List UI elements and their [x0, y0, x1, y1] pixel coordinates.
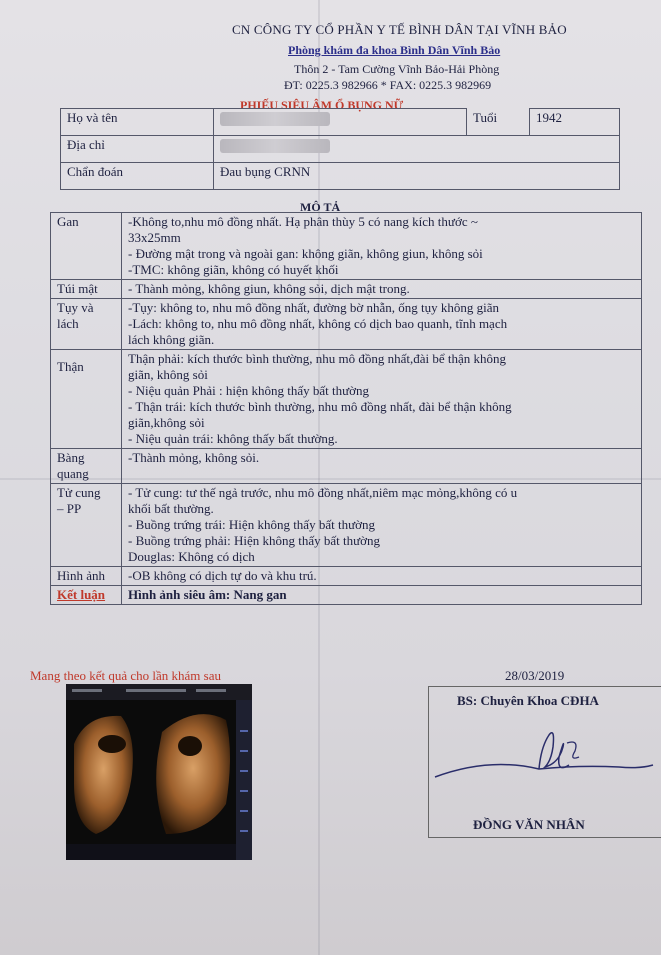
tuy-lach-line: lách không giãn. [128, 332, 215, 347]
tu-cung-line: Douglas: Không có dịch [128, 549, 255, 564]
row-ket-luan [51, 586, 642, 605]
label-tui-mat: Túi mật [51, 280, 122, 299]
diagnosis-label: Chẩn đoán [61, 163, 214, 190]
row-than [51, 350, 642, 449]
label-bang-quang [51, 449, 122, 484]
label-tu-cung [51, 484, 122, 567]
label-tuy: Tụy và [57, 300, 94, 315]
doctor-title: BS: Chuyên Khoa CĐHA [457, 693, 599, 708]
row-gan [51, 213, 642, 280]
tui-mat-line: - Thành mỏng, không giun, không sỏi, dịch mật trong. [128, 281, 410, 296]
value-gan [122, 213, 642, 280]
exam-date: 28/03/2019 [505, 668, 565, 683]
label-gan: Gan [51, 213, 122, 280]
signature-graphic [429, 717, 659, 787]
label-quang: quang [57, 466, 89, 481]
row-hinh-anh [51, 567, 642, 586]
tu-cung-line: - Buồng trứng phải: Hiện không thấy bất thường [128, 533, 381, 548]
than-line: - Niệu quản trái: không thấy bất thường. [128, 431, 338, 446]
value-tui-mat [122, 280, 642, 299]
label-than-text: Thận [57, 359, 84, 374]
tu-cung-line: khối bất thường. [128, 501, 214, 516]
diagnosis-value: Đau bụng CRNN [214, 163, 620, 190]
tuy-lach-line: -Tụy: không to, nhu mô đồng nhất, đường bờ nhẵn, ống tụy không giãn [128, 300, 500, 315]
redacted-name [220, 112, 330, 126]
gan-line: -Không to,nhu mô đồng nhất. Hạ phân thùy 5 có nang kích thước ~ [128, 214, 478, 229]
doctor-name: ĐỒNG VĂN NHÂN [473, 817, 585, 832]
label-than [51, 350, 122, 449]
row-bang-quang [51, 449, 642, 484]
clinic-phone: ĐT: 0225.3 982966 * FAX: 0225.3 982969 [284, 78, 492, 92]
value-tu-cung [122, 484, 642, 567]
tuy-lach-line: -Lách: không to, nhu mô đồng nhất, không có dịch bao quanh, tĩnh mạch [128, 316, 508, 331]
row-tuy-lach [51, 299, 642, 350]
value-bang-quang [122, 449, 642, 484]
hinh-anh-line: -OB không có dịch tự do và khu trú. [128, 568, 317, 583]
value-than [122, 350, 642, 449]
than-line: Thận phải: kích thước bình thường, nhu mô đồng nhất,đài bể thận không [128, 351, 507, 366]
label-tu-cung-2: – PP [57, 501, 82, 516]
form-title: PHIẾU SIÊU ÂM Ổ BỤNG NỮ [240, 98, 404, 112]
redacted-address [220, 139, 330, 153]
name-value [214, 109, 467, 136]
patient-info-table [60, 108, 620, 188]
company-name: CN CÔNG TY CỔ PHẦN Y TẾ BÌNH DÂN TẠI VĨNH BẢO [232, 22, 567, 37]
doctor-signature-box [428, 686, 661, 838]
than-line: - Niệu quản Phải : hiện không thấy bất thường [128, 383, 370, 398]
label-bang: Bàng [57, 450, 85, 465]
follow-up-note: Mang theo kết quả cho lần khám sau [30, 668, 221, 683]
label-tu-cung-1: Tử cung [57, 485, 101, 500]
label-lach: lách [57, 316, 79, 331]
than-line: giãn, không sỏi [128, 367, 208, 382]
ultrasound-image [66, 684, 252, 860]
label-tuy-lach [51, 299, 122, 350]
age-value: 1942 [530, 109, 620, 136]
bang-quang-line: -Thành mỏng, không sỏi. [128, 450, 260, 465]
findings-table [50, 212, 642, 605]
value-hinh-anh [122, 567, 642, 586]
gan-line: 33x25mm [128, 230, 181, 245]
age-label: Tuổi [467, 109, 530, 136]
clinic-address: Thôn 2 - Tam Cường Vĩnh Bảo-Hải Phòng [294, 62, 500, 76]
value-ket-luan: Hình ảnh siêu âm: Nang gan [122, 586, 642, 605]
label-hinh-anh: Hình ảnh [51, 567, 122, 586]
tu-cung-line: - Tử cung: tư thế ngả trước, nhu mô đồng nhất,niêm mạc mỏng,không có u [128, 485, 518, 500]
row-tu-cung [51, 484, 642, 567]
ultrasound-sidebar [236, 700, 252, 860]
value-tuy-lach [122, 299, 642, 350]
label-ket-luan: Kết luận [51, 586, 122, 605]
than-line: - Thận trái: kích thước bình thường, nhu mô đồng nhất, đài bể thận không [128, 399, 512, 414]
address-value [214, 136, 620, 163]
tu-cung-line: - Buồng trứng trái: Hiện không thấy bất thường [128, 517, 375, 532]
ultrasound-scan-graphic [66, 684, 252, 860]
address-label: Địa chỉ [61, 136, 214, 163]
clinic-name: Phòng khám đa khoa Bình Dân Vĩnh Bảo [288, 43, 501, 57]
name-label: Họ và tên [61, 109, 214, 136]
section-title: MÔ TẢ [300, 200, 341, 214]
gan-line: -TMC: không giãn, không có huyết khối [128, 262, 339, 277]
than-line: giãn,không sỏi [128, 415, 205, 430]
gan-line: - Đường mật trong và ngoài gan: không giãn, không giun, không sỏi [128, 246, 483, 261]
row-tui-mat [51, 280, 642, 299]
